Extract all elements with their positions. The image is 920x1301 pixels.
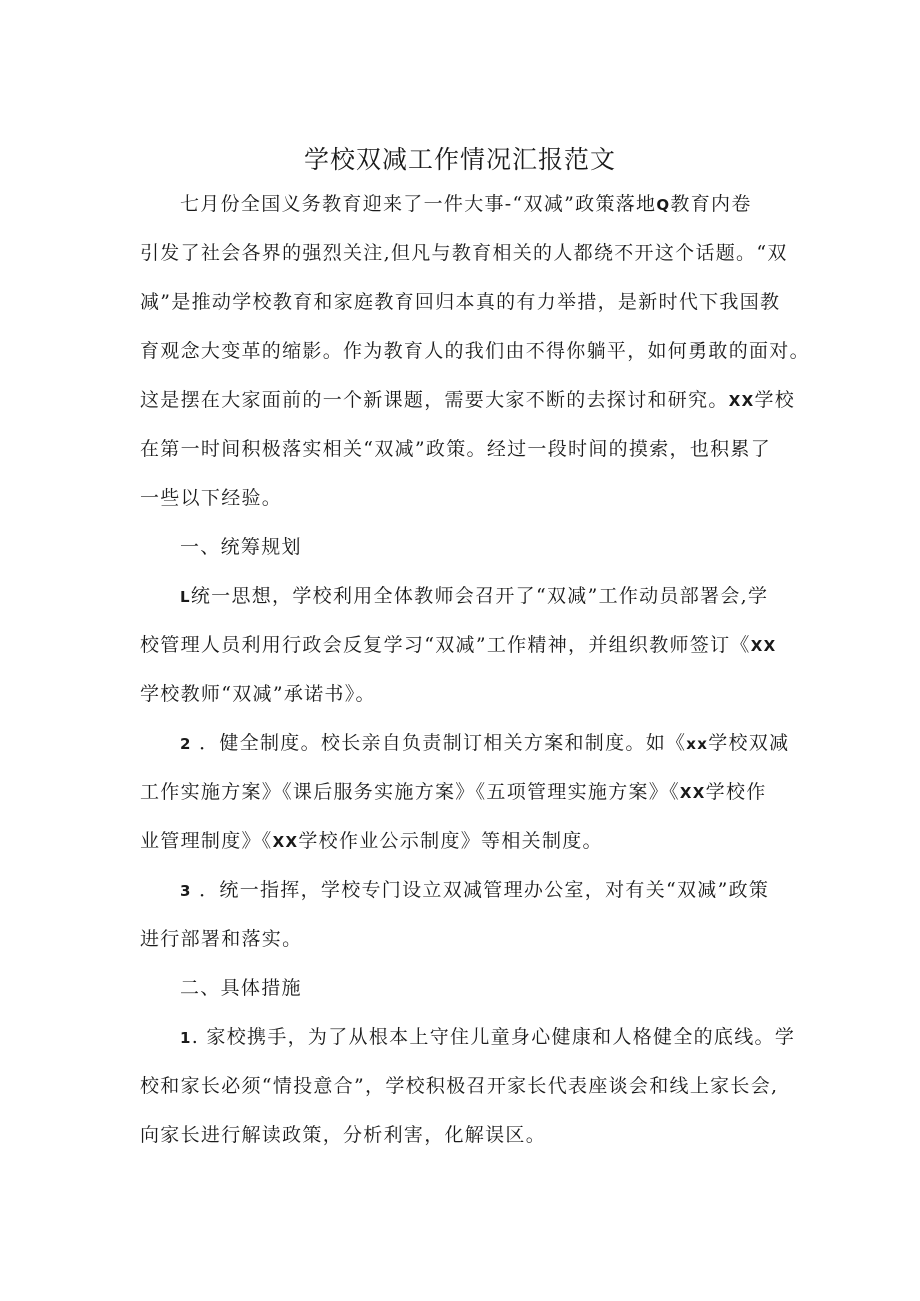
intro-line-6: 在第一时间积极落实相关“双减”政策。经过一段时间的摸索，也积累了 <box>140 438 772 460</box>
s1-item2-line-1: 2 ．健全制度。校长亲自负责制订相关方案和制度。如《xx学校双减 <box>180 732 790 754</box>
s1-item1-line-3: 学校教师“双减”承诺书》。 <box>140 683 376 705</box>
s1-item2-line-3: 业管理制度》《XX学校作业公示制度》等相关制度。 <box>140 830 603 852</box>
intro-line-3: 减”是推动学校教育和家庭教育回归本真的有力举措，是新时代下我国教 <box>140 291 781 313</box>
s1-item3-line-2: 进行部署和落实。 <box>140 928 303 950</box>
intro-line-2: 引发了社会各界的强烈关注,但凡与教育相关的人都绕不开这个话题。“双 <box>140 242 788 264</box>
section-heading-1: 一、统筹规划 <box>180 536 302 558</box>
intro-line-1: 七月份全国义务教育迎来了一件大事-“双减”政策落地Q教育内卷 <box>180 193 752 215</box>
intro-line-7: 一些以下经验。 <box>140 487 283 509</box>
intro-line-5: 这是摆在大家面前的一个新课题，需要大家不断的去探讨和研究。XX学校 <box>140 389 796 411</box>
intro-line-4: 育观念大变革的缩影。作为教育人的我们由不得你躺平，如何勇敢的面对。 <box>140 340 810 362</box>
document-title: 学校双减工作情况汇报范文 <box>303 145 616 174</box>
s2-item1-line-2: 校和家长必须“情投意合”，学校积极召开家长代表座谈会和线上家长会, <box>140 1075 779 1097</box>
s2-item1-line-3: 向家长进行解读政策，分析利害，化解误区。 <box>140 1124 547 1146</box>
section-heading-2: 二、具体措施 <box>180 977 302 999</box>
s1-item2-line-2: 工作实施方案》《课后服务实施方案》《五项管理实施方案》《XX学校作 <box>140 781 767 803</box>
s1-item3-line-1: 3 ．统一指挥，学校专门设立双减管理办公室，对有关“双减”政策 <box>180 879 770 901</box>
s2-item1-line-1: 1. 家校携手，为了从根本上守住儿童身心健康和人格健全的底线。学 <box>180 1026 796 1048</box>
s1-item1-line-1: L统一思想，学校利用全体教师会召开了“双减”工作动员部署会,学 <box>180 585 769 607</box>
s1-item1-line-2: 校管理人员利用行政会反复学习“双减”工作精神，并组织教师签订《XX <box>140 634 777 656</box>
